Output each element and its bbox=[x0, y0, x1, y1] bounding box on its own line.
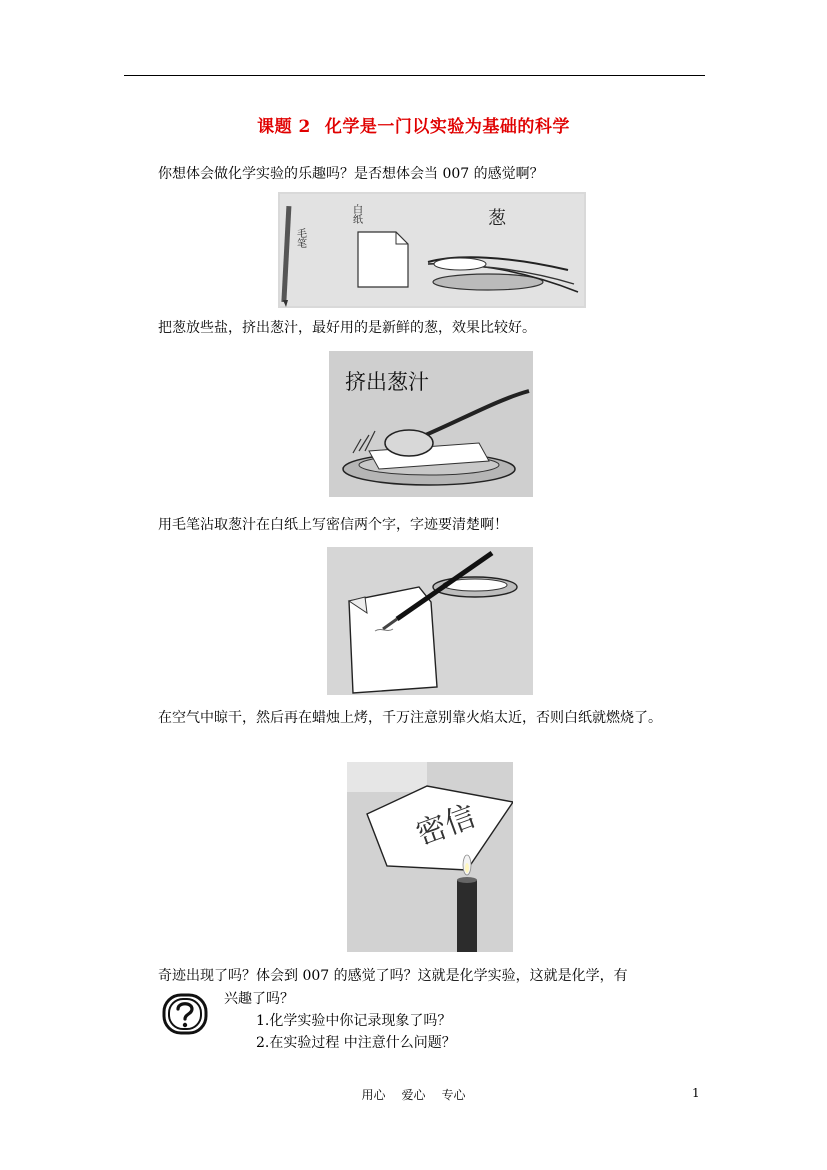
step-write-paragraph: 用毛笔沾取葱汁在白纸上写密信两个字，字迹要清楚啊！ bbox=[158, 517, 508, 533]
lesson-title bbox=[0, 112, 827, 137]
figure-squeeze bbox=[329, 351, 533, 497]
question-2: 2.在实验过程 中注意什么问题？ bbox=[256, 1035, 456, 1051]
footer-item-1: 用心 bbox=[361, 1088, 386, 1102]
figure-materials bbox=[278, 192, 586, 308]
label-secret-letter: 密信 bbox=[411, 798, 481, 853]
label-onion: 葱 bbox=[488, 208, 506, 229]
page-number: 1 bbox=[692, 1086, 700, 1100]
figure-materials-drawing bbox=[278, 192, 586, 308]
figure-writing-drawing bbox=[327, 547, 533, 695]
lesson-title-text: 化学是一门以实验为基础的科学 bbox=[324, 117, 570, 137]
figure-candle bbox=[347, 762, 513, 952]
figure-writing bbox=[327, 547, 533, 695]
conclusion-line-2: 兴趣了吗？ bbox=[224, 991, 294, 1007]
figure-squeeze-drawing bbox=[329, 351, 533, 497]
question-icon-drawing bbox=[162, 993, 208, 1035]
question-1: 1.化学实验中你记录现象了吗？ bbox=[256, 1013, 452, 1029]
label-brush: 毛笔 bbox=[294, 228, 306, 248]
footer-item-2: 爱心 bbox=[401, 1088, 426, 1102]
figure-candle-drawing bbox=[347, 762, 513, 952]
intro-paragraph: 你想体会做化学实验的乐趣吗？是否想体会当 007 的感觉啊？ bbox=[158, 166, 544, 182]
question-icon bbox=[162, 993, 208, 1035]
label-squeeze: 挤出葱汁 bbox=[345, 370, 429, 394]
lesson-number: 课题 2 bbox=[257, 117, 311, 137]
step-squeeze-paragraph: 把葱放些盐，挤出葱汁，最好用的是新鲜的葱，效果比较好。 bbox=[158, 320, 536, 336]
footer-item-3: 专心 bbox=[441, 1088, 466, 1102]
page-footer bbox=[0, 1086, 827, 1103]
label-paper: 白纸 bbox=[350, 204, 362, 224]
step-dry-paragraph: 在空气中晾干，然后再在蜡烛上烤，千万注意别靠火焰太近，否则白纸就燃烧了。 bbox=[158, 710, 662, 726]
header-rule bbox=[124, 75, 705, 76]
conclusion-line-1: 奇迹出现了吗？体会到 007 的感觉了吗？这就是化学实验，这就是化学，有 bbox=[158, 968, 628, 984]
